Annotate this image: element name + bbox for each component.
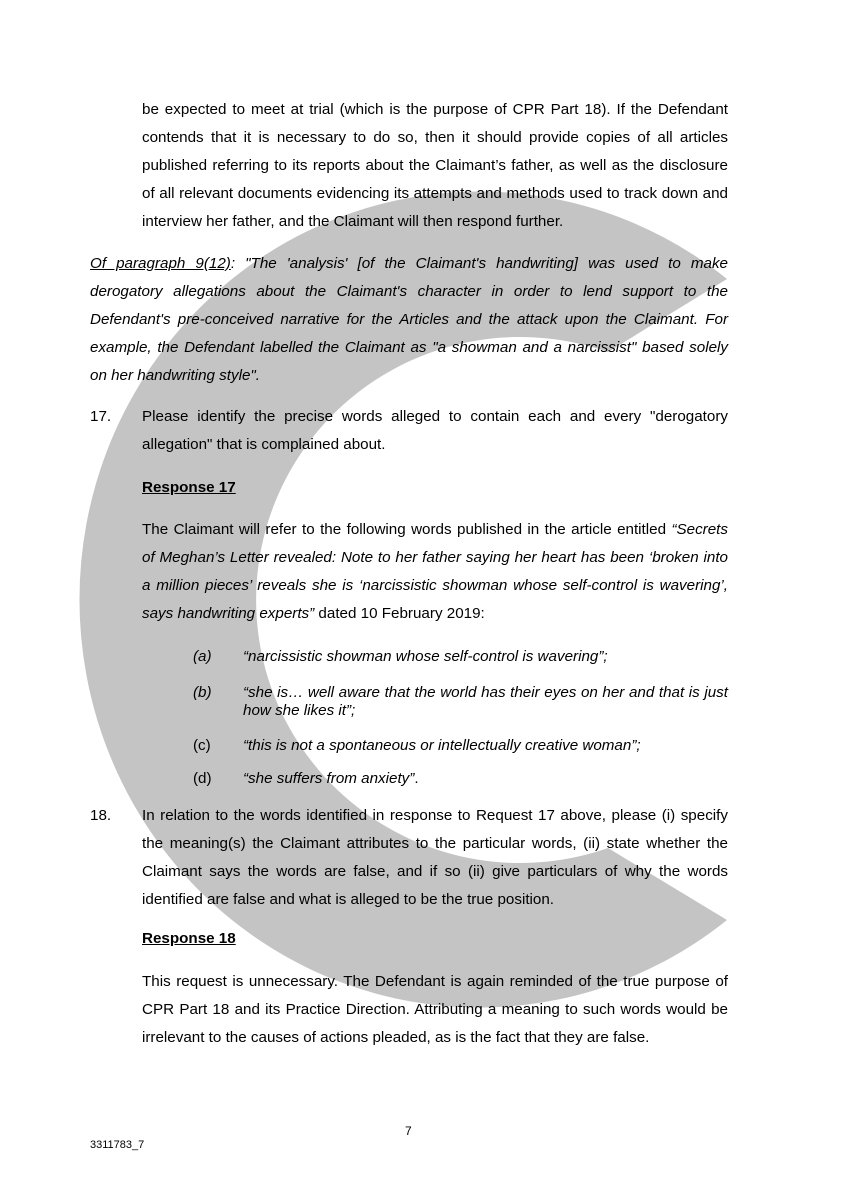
- item-a-label: (a): [193, 648, 212, 665]
- quoted-text: "The 'analysis' [of the Claimant's handwriting] was used to make derogatory allegations about the Claimant's character in order to lend support to the Defendant's pre-conceived narrative for the Articles and the attack upon the Claimant. For example, the Defendant labelled the Claimant as "a showman and a narcissist" based solely on her handwriting style".: [90, 255, 729, 384]
- paragraph-reference-separator: :: [230, 255, 246, 272]
- item-d-quote: “she suffers from anxiety”: [243, 770, 415, 787]
- item-c-label: (c): [193, 737, 211, 754]
- document-reference: 3311783_7: [90, 1139, 145, 1151]
- response-17-tail: dated 10 February 2019:: [314, 605, 485, 622]
- response-18-body: This request is unnecessary. The Defendant is again reminded of the true purpose of CPR Part 18 and its Practice Direction. Attributing a meaning to such words would be irrelevant to the causes of actions pleaded, as is the fact that they are false.: [142, 973, 728, 1046]
- request-18-text: In relation to the words identified in response to Request 17 above, please (i) specify the meaning(s) the Claimant attributes to the particular words, (ii) state whether the Claimant says the words are false, and if so (ii) give particulars of why the words identified are false and what is alleged to be the true position.: [142, 807, 728, 908]
- paragraph-reference: Of paragraph 9(12): [90, 255, 231, 272]
- request-17-number: 17.: [90, 408, 112, 425]
- item-c-text: “this is not a spontaneous or intellectually creative woman”;: [243, 737, 641, 754]
- item-d-text: [243, 770, 728, 788]
- intro-paragraph: be expected to meet at trial (which is the purpose of CPR Part 18). If the Defendant contends that it is necessary to do so, then it should provide copies of all articles published referring to its reports about the Claimant’s father, as well as the disclosure of all relevant documents evidencing its attempts and methods used to track down and interview her father, and the Claimant will then respond further.: [142, 101, 728, 230]
- item-d-tail: .: [414, 770, 419, 787]
- item-b-label: (b): [193, 684, 212, 701]
- article-title: “Secrets of Meghan’s Letter revealed: Note to her father saying her heart has been ‘broken into a million pieces’ reveals she is ‘narcissistic showman whose self-control is wavering’, says handwriting experts”: [142, 521, 728, 622]
- response-18-heading: Response 18: [142, 930, 236, 947]
- item-b-text: “she is… well aware that the world has their eyes on her and that is just how she likes it”;: [243, 684, 728, 719]
- item-d-label: (d): [193, 770, 212, 787]
- response-17-heading: Response 17: [142, 479, 236, 496]
- response-17-lead: The Claimant will refer to the following words published in the article entitled: [142, 521, 672, 538]
- page-number: 7: [405, 1124, 412, 1138]
- request-17-text: Please identify the precise words alleged to contain each and every "derogatory allegation" that is complained about.: [142, 408, 728, 453]
- item-a-text: “narcissistic showman whose self-control is wavering”;: [243, 648, 608, 665]
- response-17-body: [142, 516, 728, 628]
- request-18-number: 18.: [90, 807, 112, 824]
- quoted-paragraph: [90, 250, 728, 390]
